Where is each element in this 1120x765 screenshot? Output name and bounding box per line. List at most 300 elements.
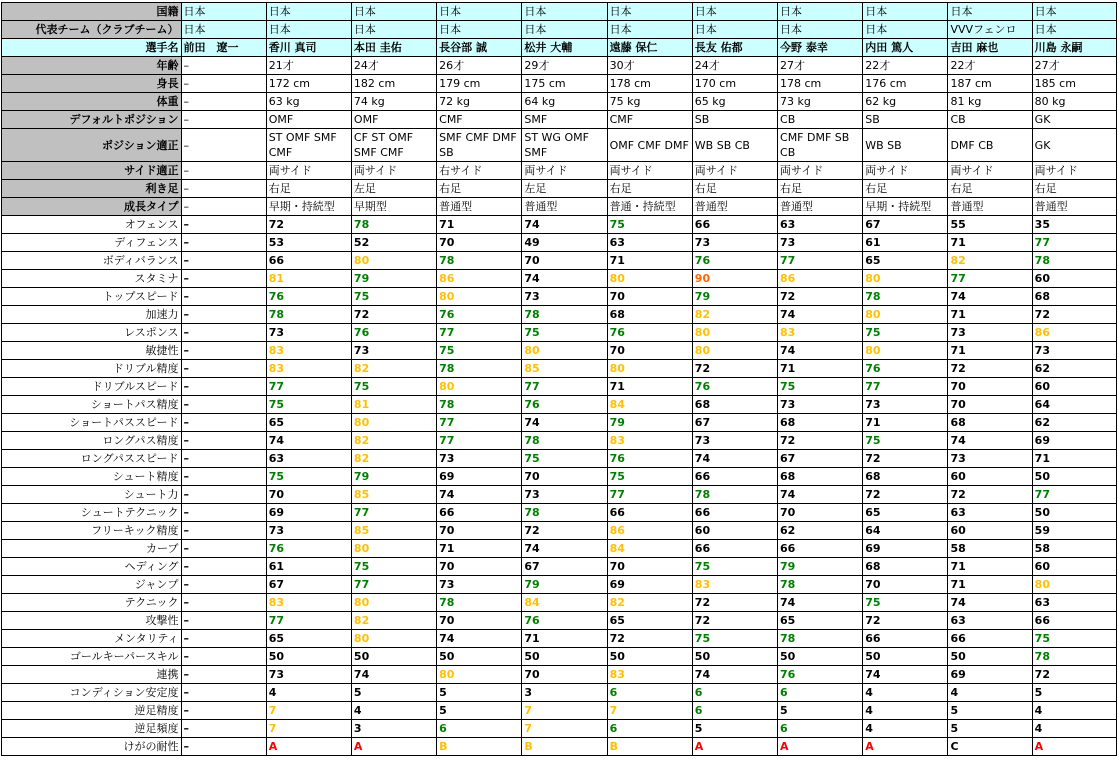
stat-value[interactable]: B [522, 738, 607, 756]
cell[interactable]: CMF DMF SB CB [778, 129, 863, 162]
stat-value[interactable]: 65 [863, 504, 948, 522]
cell[interactable]: 早期型 [351, 198, 436, 216]
stat-value[interactable]: 72 [692, 612, 777, 630]
cell[interactable]: 両サイド [266, 162, 351, 180]
stat-value[interactable]: 71 [863, 414, 948, 432]
cell[interactable]: – [182, 324, 266, 342]
cell[interactable]: 27才 [1032, 57, 1116, 75]
stat-value[interactable]: 85 [351, 522, 436, 540]
row-label[interactable]: 年齢 [2, 57, 182, 75]
stat-value[interactable]: 70 [607, 342, 692, 360]
stat-value[interactable]: 74 [948, 594, 1032, 612]
stat-value[interactable]: 74 [778, 594, 863, 612]
stat-label[interactable]: ドリブルスピード [2, 378, 182, 396]
stat-value[interactable]: 4 [266, 684, 351, 702]
stat-value[interactable]: 60 [948, 468, 1032, 486]
cell[interactable]: OMF CMF DMF [607, 129, 692, 162]
cell[interactable]: 長谷部 誠 [437, 39, 522, 57]
cell[interactable]: 26才 [437, 57, 522, 75]
stat-value[interactable]: 74 [351, 666, 436, 684]
cell[interactable]: – [182, 111, 266, 129]
stat-value[interactable]: 73 [437, 576, 522, 594]
row-label[interactable]: デフォルトポジション [2, 111, 182, 129]
cell[interactable]: 長友 佑都 [692, 39, 777, 57]
stat-value[interactable]: 74 [522, 216, 607, 234]
cell[interactable]: 右足 [607, 180, 692, 198]
cell[interactable]: – [182, 522, 266, 540]
cell[interactable]: – [182, 648, 266, 666]
cell[interactable]: 172 cm [266, 75, 351, 93]
stat-value[interactable]: 65 [266, 630, 351, 648]
stat-value[interactable]: 71 [948, 306, 1032, 324]
stat-label[interactable]: レスポンス [2, 324, 182, 342]
stat-value[interactable]: C [948, 738, 1032, 756]
cell[interactable]: CMF [437, 111, 522, 129]
cell[interactable]: 両サイド [692, 162, 777, 180]
stat-value[interactable]: 77 [522, 378, 607, 396]
stat-value[interactable]: 72 [863, 450, 948, 468]
stat-value[interactable]: 50 [1032, 468, 1116, 486]
stat-value[interactable]: 76 [266, 288, 351, 306]
stat-value[interactable]: A [351, 738, 436, 756]
cell[interactable]: 178 cm [778, 75, 863, 93]
cell[interactable]: – [182, 504, 266, 522]
cell[interactable]: 日本 [863, 3, 948, 21]
stat-value[interactable]: 74 [437, 486, 522, 504]
stat-value[interactable]: 80 [351, 252, 436, 270]
cell[interactable]: 170 cm [692, 75, 777, 93]
cell[interactable]: 24才 [692, 57, 777, 75]
cell[interactable]: 22才 [948, 57, 1032, 75]
stat-value[interactable]: 3 [351, 720, 436, 738]
stat-value[interactable]: 66 [948, 630, 1032, 648]
cell[interactable]: – [182, 738, 266, 756]
cell[interactable]: 右足 [692, 180, 777, 198]
stat-value[interactable]: 78 [522, 504, 607, 522]
stat-value[interactable]: 70 [948, 396, 1032, 414]
cell[interactable]: – [182, 540, 266, 558]
cell[interactable]: 187 cm [948, 75, 1032, 93]
stat-value[interactable]: 79 [351, 270, 436, 288]
stat-value[interactable]: 76 [607, 450, 692, 468]
row-label[interactable]: 体重 [2, 93, 182, 111]
stat-value[interactable]: 71 [778, 360, 863, 378]
cell[interactable]: – [182, 234, 266, 252]
stat-value[interactable]: 65 [778, 612, 863, 630]
stat-value[interactable]: 79 [522, 576, 607, 594]
cell[interactable]: – [182, 558, 266, 576]
stat-value[interactable]: 83 [607, 666, 692, 684]
stat-value[interactable]: 77 [437, 432, 522, 450]
stat-value[interactable]: 72 [948, 486, 1032, 504]
cell[interactable]: OMF [266, 111, 351, 129]
cell[interactable]: 日本 [948, 3, 1032, 21]
stat-value[interactable]: 69 [266, 504, 351, 522]
cell[interactable]: 175 cm [522, 75, 607, 93]
cell[interactable]: 普通型 [522, 198, 607, 216]
stat-value[interactable]: 76 [863, 360, 948, 378]
stat-value[interactable]: A [778, 738, 863, 756]
stat-value[interactable]: 70 [607, 288, 692, 306]
stat-value[interactable]: 7 [522, 702, 607, 720]
stat-value[interactable]: 69 [607, 576, 692, 594]
stat-value[interactable]: 64 [863, 522, 948, 540]
cell[interactable]: – [182, 684, 266, 702]
cell[interactable]: 178 cm [607, 75, 692, 93]
stat-value[interactable]: 58 [948, 540, 1032, 558]
stat-value[interactable]: 79 [778, 558, 863, 576]
stat-value[interactable]: 60 [1032, 558, 1116, 576]
stat-value[interactable]: 78 [778, 630, 863, 648]
cell[interactable]: – [182, 468, 266, 486]
stat-label[interactable]: 敏捷性 [2, 342, 182, 360]
cell[interactable]: – [182, 594, 266, 612]
stat-value[interactable]: 75 [692, 558, 777, 576]
cell[interactable]: 両サイド [351, 162, 436, 180]
stat-value[interactable]: 67 [692, 414, 777, 432]
stat-value[interactable]: 78 [692, 486, 777, 504]
stat-label[interactable]: ショートパススピード [2, 414, 182, 432]
cell[interactable]: CF ST OMF SMF CMF [351, 129, 436, 162]
cell[interactable]: WB SB [863, 129, 948, 162]
cell[interactable]: – [182, 360, 266, 378]
stat-value[interactable]: B [607, 738, 692, 756]
stat-value[interactable]: 3 [522, 684, 607, 702]
stat-value[interactable]: 70 [437, 558, 522, 576]
cell[interactable]: – [182, 288, 266, 306]
stat-value[interactable]: 76 [437, 306, 522, 324]
cell[interactable]: 普通・持続型 [607, 198, 692, 216]
stat-value[interactable]: 80 [351, 414, 436, 432]
stat-value[interactable]: 68 [948, 414, 1032, 432]
stat-value[interactable]: A [692, 738, 777, 756]
row-label[interactable]: 利き足 [2, 180, 182, 198]
stat-value[interactable]: 80 [607, 270, 692, 288]
stat-value[interactable]: 4 [863, 720, 948, 738]
stat-value[interactable]: 79 [607, 414, 692, 432]
cell[interactable]: 日本 [351, 3, 436, 21]
cell[interactable]: 185 cm [1032, 75, 1116, 93]
stat-label[interactable]: 攻撃性 [2, 612, 182, 630]
stat-value[interactable]: 68 [863, 558, 948, 576]
stat-label[interactable]: テクニック [2, 594, 182, 612]
stat-value[interactable]: 71 [948, 234, 1032, 252]
stat-value[interactable]: 72 [692, 360, 777, 378]
cell[interactable]: 普通型 [778, 198, 863, 216]
cell[interactable]: GK [1032, 111, 1116, 129]
cell[interactable]: SMF [522, 111, 607, 129]
cell[interactable]: 29才 [522, 57, 607, 75]
stat-value[interactable]: 75 [778, 378, 863, 396]
stat-value[interactable]: 73 [522, 288, 607, 306]
stat-value[interactable]: 78 [351, 216, 436, 234]
stat-value[interactable]: 73 [522, 486, 607, 504]
stat-value[interactable]: 73 [778, 234, 863, 252]
stat-value[interactable]: 75 [437, 342, 522, 360]
stat-value[interactable]: 76 [266, 540, 351, 558]
stat-value[interactable]: 74 [522, 270, 607, 288]
stat-value[interactable]: 74 [863, 666, 948, 684]
stat-value[interactable]: 72 [1032, 666, 1116, 684]
cell[interactable]: 80 kg [1032, 93, 1116, 111]
stat-value[interactable]: 77 [266, 612, 351, 630]
stat-value[interactable]: 86 [1032, 324, 1116, 342]
cell[interactable]: 日本 [522, 21, 607, 39]
stat-value[interactable]: 65 [266, 414, 351, 432]
stat-value[interactable]: 70 [437, 234, 522, 252]
stat-value[interactable]: 76 [351, 324, 436, 342]
stat-value[interactable]: 81 [351, 396, 436, 414]
stat-value[interactable]: 68 [692, 396, 777, 414]
cell[interactable]: – [182, 576, 266, 594]
stat-value[interactable]: 80 [351, 594, 436, 612]
stat-value[interactable]: 6 [607, 684, 692, 702]
stat-label[interactable]: けがの耐性 [2, 738, 182, 756]
stat-value[interactable]: 66 [778, 540, 863, 558]
stat-value[interactable]: 75 [607, 216, 692, 234]
stat-value[interactable]: 74 [778, 306, 863, 324]
stat-value[interactable]: 80 [522, 342, 607, 360]
stat-value[interactable]: A [1032, 738, 1116, 756]
stat-label[interactable]: ドリブル精度 [2, 360, 182, 378]
stat-label[interactable]: シュートテクニック [2, 504, 182, 522]
stat-value[interactable]: 5 [437, 702, 522, 720]
cell[interactable]: 日本 [266, 3, 351, 21]
cell[interactable]: 右足 [778, 180, 863, 198]
stat-value[interactable]: 69 [1032, 432, 1116, 450]
cell[interactable]: 両サイド [863, 162, 948, 180]
stat-value[interactable]: 81 [266, 270, 351, 288]
stat-value[interactable]: 78 [778, 576, 863, 594]
stat-value[interactable]: 71 [607, 378, 692, 396]
stat-value[interactable]: 80 [863, 342, 948, 360]
stat-value[interactable]: 72 [266, 216, 351, 234]
cell[interactable]: WB SB CB [692, 129, 777, 162]
stat-value[interactable]: 63 [948, 504, 1032, 522]
cell[interactable]: 日本 [778, 21, 863, 39]
stat-value[interactable]: 72 [1032, 306, 1116, 324]
cell[interactable]: – [182, 666, 266, 684]
stat-value[interactable]: 76 [522, 612, 607, 630]
stat-value[interactable]: 79 [692, 288, 777, 306]
cell[interactable]: DMF CB [948, 129, 1032, 162]
stat-value[interactable]: A [863, 738, 948, 756]
stat-value[interactable]: 66 [863, 630, 948, 648]
stat-value[interactable]: 71 [437, 216, 522, 234]
stat-value[interactable]: 82 [351, 450, 436, 468]
stat-value[interactable]: 62 [1032, 360, 1116, 378]
stat-value[interactable]: 50 [692, 648, 777, 666]
cell[interactable]: 前田 遼一 [182, 39, 266, 57]
cell[interactable]: 左足 [351, 180, 436, 198]
stat-value[interactable]: 75 [863, 594, 948, 612]
cell[interactable]: 176 cm [863, 75, 948, 93]
stat-value[interactable]: 70 [437, 522, 522, 540]
stat-value[interactable]: 80 [1032, 576, 1116, 594]
cell[interactable]: – [182, 270, 266, 288]
stat-value[interactable]: 6 [778, 720, 863, 738]
stat-value[interactable]: 80 [351, 540, 436, 558]
stat-value[interactable]: 4 [351, 702, 436, 720]
stat-value[interactable]: 71 [948, 342, 1032, 360]
cell[interactable]: 27才 [778, 57, 863, 75]
cell[interactable]: ST OMF SMF CMF [266, 129, 351, 162]
stat-value[interactable]: 70 [437, 612, 522, 630]
stat-value[interactable]: 80 [437, 666, 522, 684]
cell[interactable]: 日本 [1032, 21, 1116, 39]
stat-value[interactable]: 60 [1032, 378, 1116, 396]
cell[interactable]: 右足 [266, 180, 351, 198]
stat-label[interactable]: ディフェンス [2, 234, 182, 252]
cell[interactable]: 30才 [607, 57, 692, 75]
stat-value[interactable]: 66 [266, 252, 351, 270]
cell[interactable]: – [182, 93, 266, 111]
stat-value[interactable]: 78 [1032, 648, 1116, 666]
cell[interactable]: – [182, 432, 266, 450]
stat-value[interactable]: 74 [437, 630, 522, 648]
stat-value[interactable]: 6 [692, 702, 777, 720]
cell[interactable]: 日本 [1032, 3, 1116, 21]
cell[interactable]: 普通型 [692, 198, 777, 216]
stat-value[interactable]: 55 [948, 216, 1032, 234]
stat-value[interactable]: 71 [948, 558, 1032, 576]
stat-value[interactable]: 75 [1032, 630, 1116, 648]
stat-value[interactable]: 75 [863, 432, 948, 450]
stat-value[interactable]: 74 [692, 450, 777, 468]
stat-value[interactable]: 84 [522, 594, 607, 612]
stat-value[interactable]: 71 [522, 630, 607, 648]
row-label[interactable]: 選手名 [2, 39, 182, 57]
stat-value[interactable]: 50 [351, 648, 436, 666]
stat-value[interactable]: 60 [948, 522, 1032, 540]
stat-value[interactable]: 77 [1032, 486, 1116, 504]
cell[interactable]: 内田 篤人 [863, 39, 948, 57]
stat-value[interactable]: 77 [266, 378, 351, 396]
cell[interactable]: SB [692, 111, 777, 129]
cell[interactable]: 日本 [692, 21, 777, 39]
cell[interactable]: 香川 真司 [266, 39, 351, 57]
cell[interactable]: VVVフェンロ [948, 21, 1032, 39]
stat-label[interactable]: ロングパススピード [2, 450, 182, 468]
stat-value[interactable]: 82 [607, 594, 692, 612]
stat-value[interactable]: 6 [437, 720, 522, 738]
stat-value[interactable]: 52 [351, 234, 436, 252]
cell[interactable]: 右サイド [437, 162, 522, 180]
stat-value[interactable]: 80 [863, 270, 948, 288]
stat-value[interactable]: 70 [607, 558, 692, 576]
cell[interactable]: 日本 [437, 21, 522, 39]
cell[interactable]: SB [863, 111, 948, 129]
row-label[interactable]: 国籍 [2, 3, 182, 21]
stat-value[interactable]: 75 [607, 468, 692, 486]
stat-value[interactable]: 73 [437, 450, 522, 468]
stat-value[interactable]: 82 [692, 306, 777, 324]
stat-value[interactable]: 62 [1032, 414, 1116, 432]
stat-value[interactable]: 73 [948, 324, 1032, 342]
stat-value[interactable]: 67 [863, 216, 948, 234]
stat-value[interactable]: 65 [863, 252, 948, 270]
stat-value[interactable]: 64 [1032, 396, 1116, 414]
stat-value[interactable]: 72 [863, 612, 948, 630]
stat-value[interactable]: 77 [351, 576, 436, 594]
stat-value[interactable]: 86 [607, 522, 692, 540]
stat-value[interactable]: 63 [607, 234, 692, 252]
cell[interactable]: 日本 [182, 3, 266, 21]
cell[interactable]: 両サイド [522, 162, 607, 180]
stat-value[interactable]: 5 [948, 702, 1032, 720]
stat-value[interactable]: 68 [863, 468, 948, 486]
cell[interactable]: 右足 [863, 180, 948, 198]
stat-value[interactable]: 84 [607, 396, 692, 414]
cell[interactable]: – [182, 612, 266, 630]
cell[interactable]: – [182, 486, 266, 504]
stat-value[interactable]: 74 [266, 432, 351, 450]
cell[interactable]: CB [778, 111, 863, 129]
stat-value[interactable]: 62 [778, 522, 863, 540]
cell[interactable]: 普通型 [1032, 198, 1116, 216]
cell[interactable]: 右足 [948, 180, 1032, 198]
stat-value[interactable]: 72 [948, 360, 1032, 378]
stat-value[interactable]: 77 [1032, 234, 1116, 252]
cell[interactable]: 64 kg [522, 93, 607, 111]
stat-value[interactable]: 58 [1032, 540, 1116, 558]
stat-value[interactable]: 67 [522, 558, 607, 576]
stat-value[interactable]: 73 [948, 450, 1032, 468]
cell[interactable]: 日本 [863, 21, 948, 39]
stat-value[interactable]: 83 [692, 576, 777, 594]
cell[interactable]: 179 cm [437, 75, 522, 93]
stat-value[interactable]: 50 [778, 648, 863, 666]
stat-label[interactable]: ロングパス精度 [2, 432, 182, 450]
stat-value[interactable]: 4 [1032, 720, 1116, 738]
stat-value[interactable]: 72 [778, 288, 863, 306]
cell[interactable]: 日本 [351, 21, 436, 39]
stat-value[interactable]: 76 [692, 378, 777, 396]
stat-value[interactable]: 60 [692, 522, 777, 540]
cell[interactable]: 22才 [863, 57, 948, 75]
stat-value[interactable]: 83 [607, 432, 692, 450]
stat-value[interactable]: 69 [948, 666, 1032, 684]
cell[interactable]: 今野 泰幸 [778, 39, 863, 57]
stat-value[interactable]: 4 [948, 684, 1032, 702]
stat-label[interactable]: ジャンプ [2, 576, 182, 594]
row-label[interactable]: ポジション適正 [2, 129, 182, 162]
stat-value[interactable]: 73 [266, 666, 351, 684]
stat-value[interactable]: 73 [863, 396, 948, 414]
stat-value[interactable]: 73 [692, 234, 777, 252]
stat-value[interactable]: 75 [351, 288, 436, 306]
stat-value[interactable]: 69 [437, 468, 522, 486]
stat-value[interactable]: 82 [948, 252, 1032, 270]
stat-value[interactable]: 80 [437, 288, 522, 306]
stat-value[interactable]: 82 [351, 360, 436, 378]
cell[interactable]: – [182, 129, 266, 162]
cell[interactable]: 普通型 [948, 198, 1032, 216]
stat-value[interactable]: 78 [437, 594, 522, 612]
cell[interactable]: 74 kg [351, 93, 436, 111]
stat-value[interactable]: 5 [351, 684, 436, 702]
stat-value[interactable]: 73 [266, 522, 351, 540]
stat-label[interactable]: ショートパス精度 [2, 396, 182, 414]
cell[interactable]: 72 kg [437, 93, 522, 111]
stat-value[interactable]: 75 [522, 324, 607, 342]
stat-value[interactable]: 73 [1032, 342, 1116, 360]
stat-value[interactable]: 76 [607, 324, 692, 342]
stat-value[interactable]: 4 [863, 684, 948, 702]
stat-value[interactable]: 74 [948, 288, 1032, 306]
stat-value[interactable]: 82 [351, 432, 436, 450]
stat-value[interactable]: 83 [266, 594, 351, 612]
